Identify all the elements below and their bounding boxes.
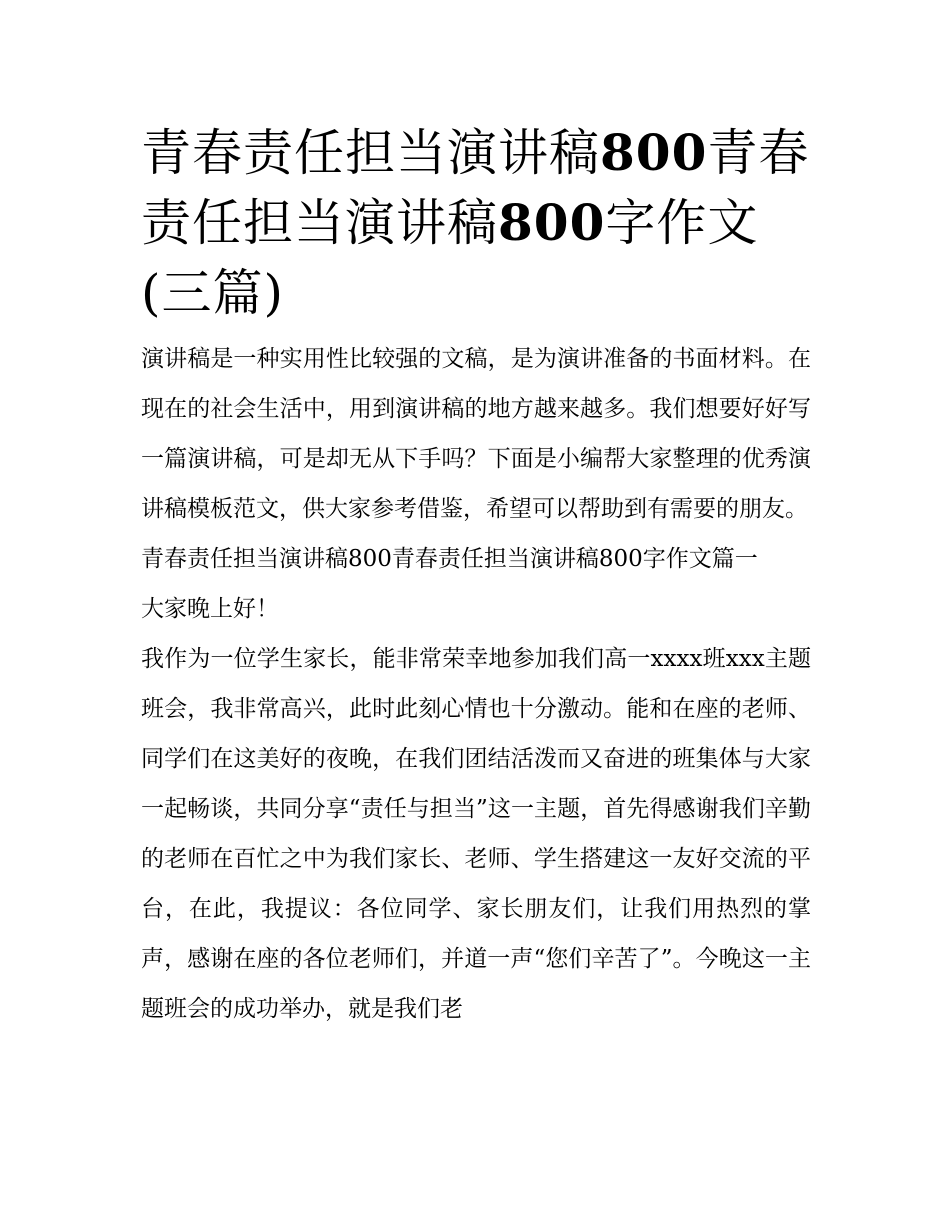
intro-paragraph: 演讲稿是一种实用性比较强的文稿，是为演讲准备的书面材料。在现在的社会生活中，用到演讲稿的地方越来越多。我们想要好好写一篇演讲稿，可是却无从下手吗？下面是小编帮大家整理的优秀演讲稿模板范文，供大家参考借鉴，希望可以帮助到有需要的朋友。	[141, 346, 811, 522]
section-heading: 青春责任担当演讲稿800青春责任担当演讲稿800字作文篇一	[141, 546, 758, 572]
document-content	[141, 118, 811, 1034]
body-paragraph: 我作为一位学生家长，能非常荣幸地参加我们高一xxxx班xxx主题班会，我非常高兴，此时此刻心情也十分激动。能和在座的老师、同学们在这美好的夜晚，在我们团结活泼而又奋进的班集体与大家一起畅谈，共同分享“责任与担当”这一主题，首先得感谢我们辛勤的老师在百忙之中为我们家长、老师、学生搭建这一友好交流的平台，在此，我提议：各位同学、家长朋友们，让我们用热烈的掌声，感谢在座的各位老师们，并道一声“您们辛苦了”。今晚这一主题班会的成功举办，就是我们老	[141, 646, 811, 1022]
document-title: 青春责任担当演讲稿800青春责任担当演讲稿800字作文(三篇)	[141, 123, 810, 322]
greeting-paragraph: 大家晚上好！	[141, 596, 279, 622]
